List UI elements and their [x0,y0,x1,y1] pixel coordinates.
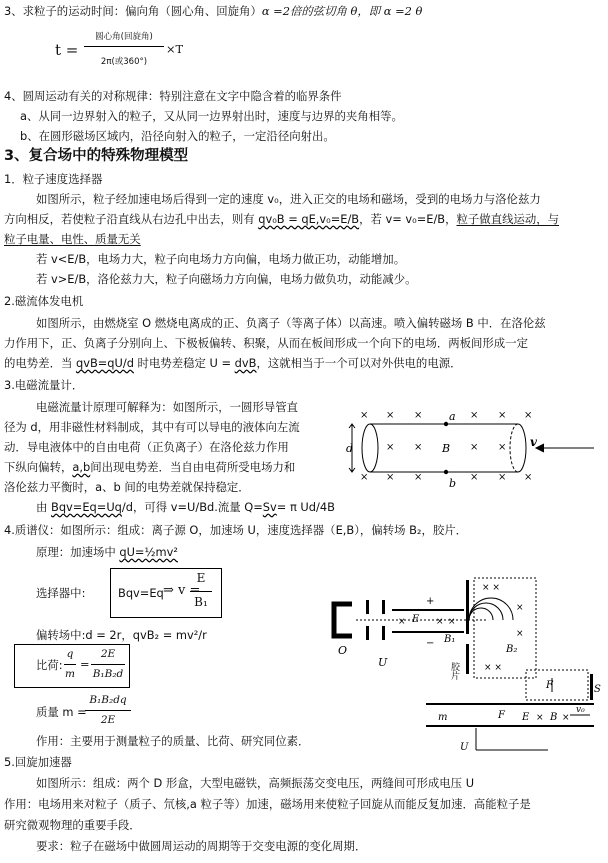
pipe-right-end-hidden [510,424,518,472]
selector-denominator: B₁ [194,595,208,609]
mhd-p1: 如图所示，由燃烧室 O 燃烧电离成的正、负离子（等离子体）以高速。喷入偏转磁场 B 中．在洛伦兹 [36,316,546,330]
cyclotron-p3: 研究微观物理的重要手段． [4,818,141,832]
label-O: O [338,644,348,657]
ratio-numerator: 2E [100,648,116,660]
selector-arrow: ⇒ v = [163,583,201,598]
label-Bs: B [550,712,558,723]
selector-numerator: E [196,571,206,585]
mass-fraction-bar [85,710,131,711]
field-mark: × [414,410,423,421]
time-formula-denominator: 2π(或360°) [100,57,148,67]
label-U: U [378,656,388,669]
field-mark: × [448,617,456,627]
symmetry-item-a: a、从同一边界射入的粒子，又从同一边界射出时，速度与边界的夹角相等。 [20,109,403,123]
mhd-title: 2.磁流体发电机 [4,294,84,308]
mass-denominator: 2E [100,714,116,726]
mass-spec-title: 4.质谱仪：如图所示：组成：离子源 O，加速场 U，速度选择器（E,B），偏转场 B₂，胶片． [4,523,468,537]
flowmeter-title: 3.电磁流量计． [4,378,84,392]
label-v: v [530,435,537,449]
ratio-q: q [66,648,74,660]
field-mark: × [562,713,570,723]
deflection-line: 偏转场中:d = 2r，qvB₂ = mv²/r [36,628,207,642]
cyclotron-p2: 作用：电场用来对粒子（质子、氘核,a 粒子等）加速，磁场用来使粒子回旋从而能反复加速．高能粒子是 [4,797,531,811]
field-mark: × [386,410,395,421]
label-B2: B₂ [506,644,518,655]
field-mark: × [436,617,444,627]
label-Fs: F [498,710,505,721]
ratio-denominator: B₁B₂d [92,668,124,680]
time-fraction-bar [84,46,164,47]
plus-sign: + [426,596,435,607]
motion-time-line: 3、求粒子的运动时间：偏向角（圆心角、回旋角）α =2倍的弦切角 θ，即 α =2 θ [4,4,423,18]
time-formula-numerator: 圆心角(回旋角) [95,32,153,42]
pipe-right-end [518,424,526,472]
symmetry-title: 4、圆周运动有关的对称规律：特别注意在文字中隐含着的临界条件 [4,89,342,103]
ratio-m: m [65,668,75,680]
label-b: b [449,477,457,488]
minus-sign: − [426,638,435,649]
flow-arrowhead [536,444,544,452]
field-mark: × [498,442,507,453]
flowmeter-p6: 由 Bqv=Eq=Uq/d，可得 v=U/Bd.流量 Q=Sv= π Ud/4B [36,500,335,514]
field-mark: × [360,410,369,421]
cyclotron-title: 5.回旋加速器 [4,755,72,769]
velocity-selector-p4: 若 v<E/B，电场力大，粒子向电场力方向偏，电场力做正功，动能增加。 [36,252,406,266]
velocity-selector-p3: 粒子电量、电性、质量无关 [4,232,141,246]
ion-source [334,604,352,636]
mhd-p2: 力作用下，正、负离子分别向上、下极板偏转、积聚，从而在板间形成一个向下的电场．两板间形成一定 [4,336,528,350]
selector-label: 选择器中: [36,586,86,600]
flowmeter-p4: 下纵向偏转，a,b间出现电势差．当自由电荷所受电场力和 [4,460,296,474]
mass-spec-principle: 原理：加速场中 qU=½mv² [36,545,178,559]
label-a: a [449,410,456,423]
ratio-eq: = [80,657,90,671]
field-mark: × [360,472,369,483]
section-heading: 3、复合场中的特殊物理模型 [4,148,189,164]
label-v0: v₀ [576,705,585,715]
field-mark: × [470,442,479,453]
accel-plate-1a [366,600,369,614]
field-mark: × [498,410,507,421]
ratio-qm-bar [64,664,76,665]
label-E: E [412,614,420,625]
field-mark: × [386,472,395,483]
field-mark: × [414,472,423,483]
flowmeter-p2: 径为 d，用非磁性材料制成，其中有可以导电的液体向左流 [4,420,300,434]
screen-plate [590,674,593,700]
velocity-selector-p2: 方向相反，若使粒子沿直线从右边孔中出去，则有 qv₀B = qE,v₀=E/B，若 v= v₀=E/B，粒子做直线运动，与 [4,212,560,226]
flowmeter-p3: 动．导电液体中的自由电荷（正负离子）在洛伦兹力作用 [4,440,289,454]
accel-plate-2a [382,600,385,614]
label-Us: U [460,742,469,753]
cyclotron-p4: 要求：粒子在磁场中做圆周运动的周期等于交变电源的变化周期． [36,839,367,853]
mass-label: 质量 m = [36,705,87,719]
flowmeter-p1: 电磁流量计原理可解释为：如图所示，一圆形导管直 [36,400,298,414]
mass-spectrometer-diagram [326,574,606,754]
field-mark: × × [482,583,500,593]
field-mark: × [386,442,395,453]
cyclotron-p1: 如图所示：组成：两个 D 形盒，大型电磁铁，高频振荡交变电压，两缝间可形成电压 U [36,776,475,790]
label-F-top: F [546,680,553,691]
field-mark: × [398,617,406,627]
film-plate [466,580,469,634]
field-mark: × [524,410,533,421]
field-mark: × [516,629,524,639]
time-formula-lhs: t = [55,41,79,59]
mass-spec-use: 作用：主要用于测量粒子的质量、比荷、研究同位素． [36,734,310,748]
time-formula-mul: ×T [166,42,184,56]
velocity-selector-p1: 如图所示，粒子经加速电场后得到一定的速度 v₀，进入正交的电场和磁场，受到的电场力与洛伦兹力 [36,192,541,206]
field-mark: × × [484,663,502,673]
velocity-selector-p5: 若 v>E/B，洛伦兹力大，粒子向磁场力方向偏，电场力做负功，动能减少。 [36,272,417,286]
accel-plate-2b [382,626,385,640]
ratio-fraction-bar [91,664,125,665]
flowmeter-diagram [346,408,602,488]
label-B1: B₁ [444,634,456,645]
label-S: S [594,684,601,695]
label-Es: E [522,712,530,723]
velocity-selector-title: 1．粒子速度选择器 [4,172,103,186]
selector-fraction-bar [190,591,212,592]
field-mark: × [414,442,423,453]
label-d: d [346,442,354,455]
label-B: B [442,442,451,455]
mass-numerator: B₁B₂dq [89,694,127,706]
pipe-left-end [362,424,378,472]
field-mark: × [524,472,533,483]
selector-box-small [526,670,588,700]
field-mark: × [470,410,479,421]
film-plate-lower [466,644,469,674]
mhd-p3: 的电势差．当 qvB=qU/d 时电势差稳定 U = dvB，这就相当于一个可以对外供电的电源． [4,356,462,370]
field-mark: × [536,713,544,723]
electrode-a [444,422,448,426]
label-m: m [438,712,448,723]
accel-plate-1b [366,626,369,640]
field-mark: × [516,603,524,613]
field-mark: × [470,472,479,483]
symmetry-item-b: b、在圆形磁场区域内，沿径向射入的粒子，一定沿径向射出。 [20,129,335,143]
flowmeter-p5: 洛伦兹力平衡时，a、b 间的电势差就保持稳定． [4,480,250,494]
electrode-b [444,470,448,474]
ratio-label: 比荷: [36,658,63,672]
field-mark: × [498,472,507,483]
selector-lhs: Bqv=Eq [118,586,164,600]
label-film: 胶片 [449,662,459,680]
